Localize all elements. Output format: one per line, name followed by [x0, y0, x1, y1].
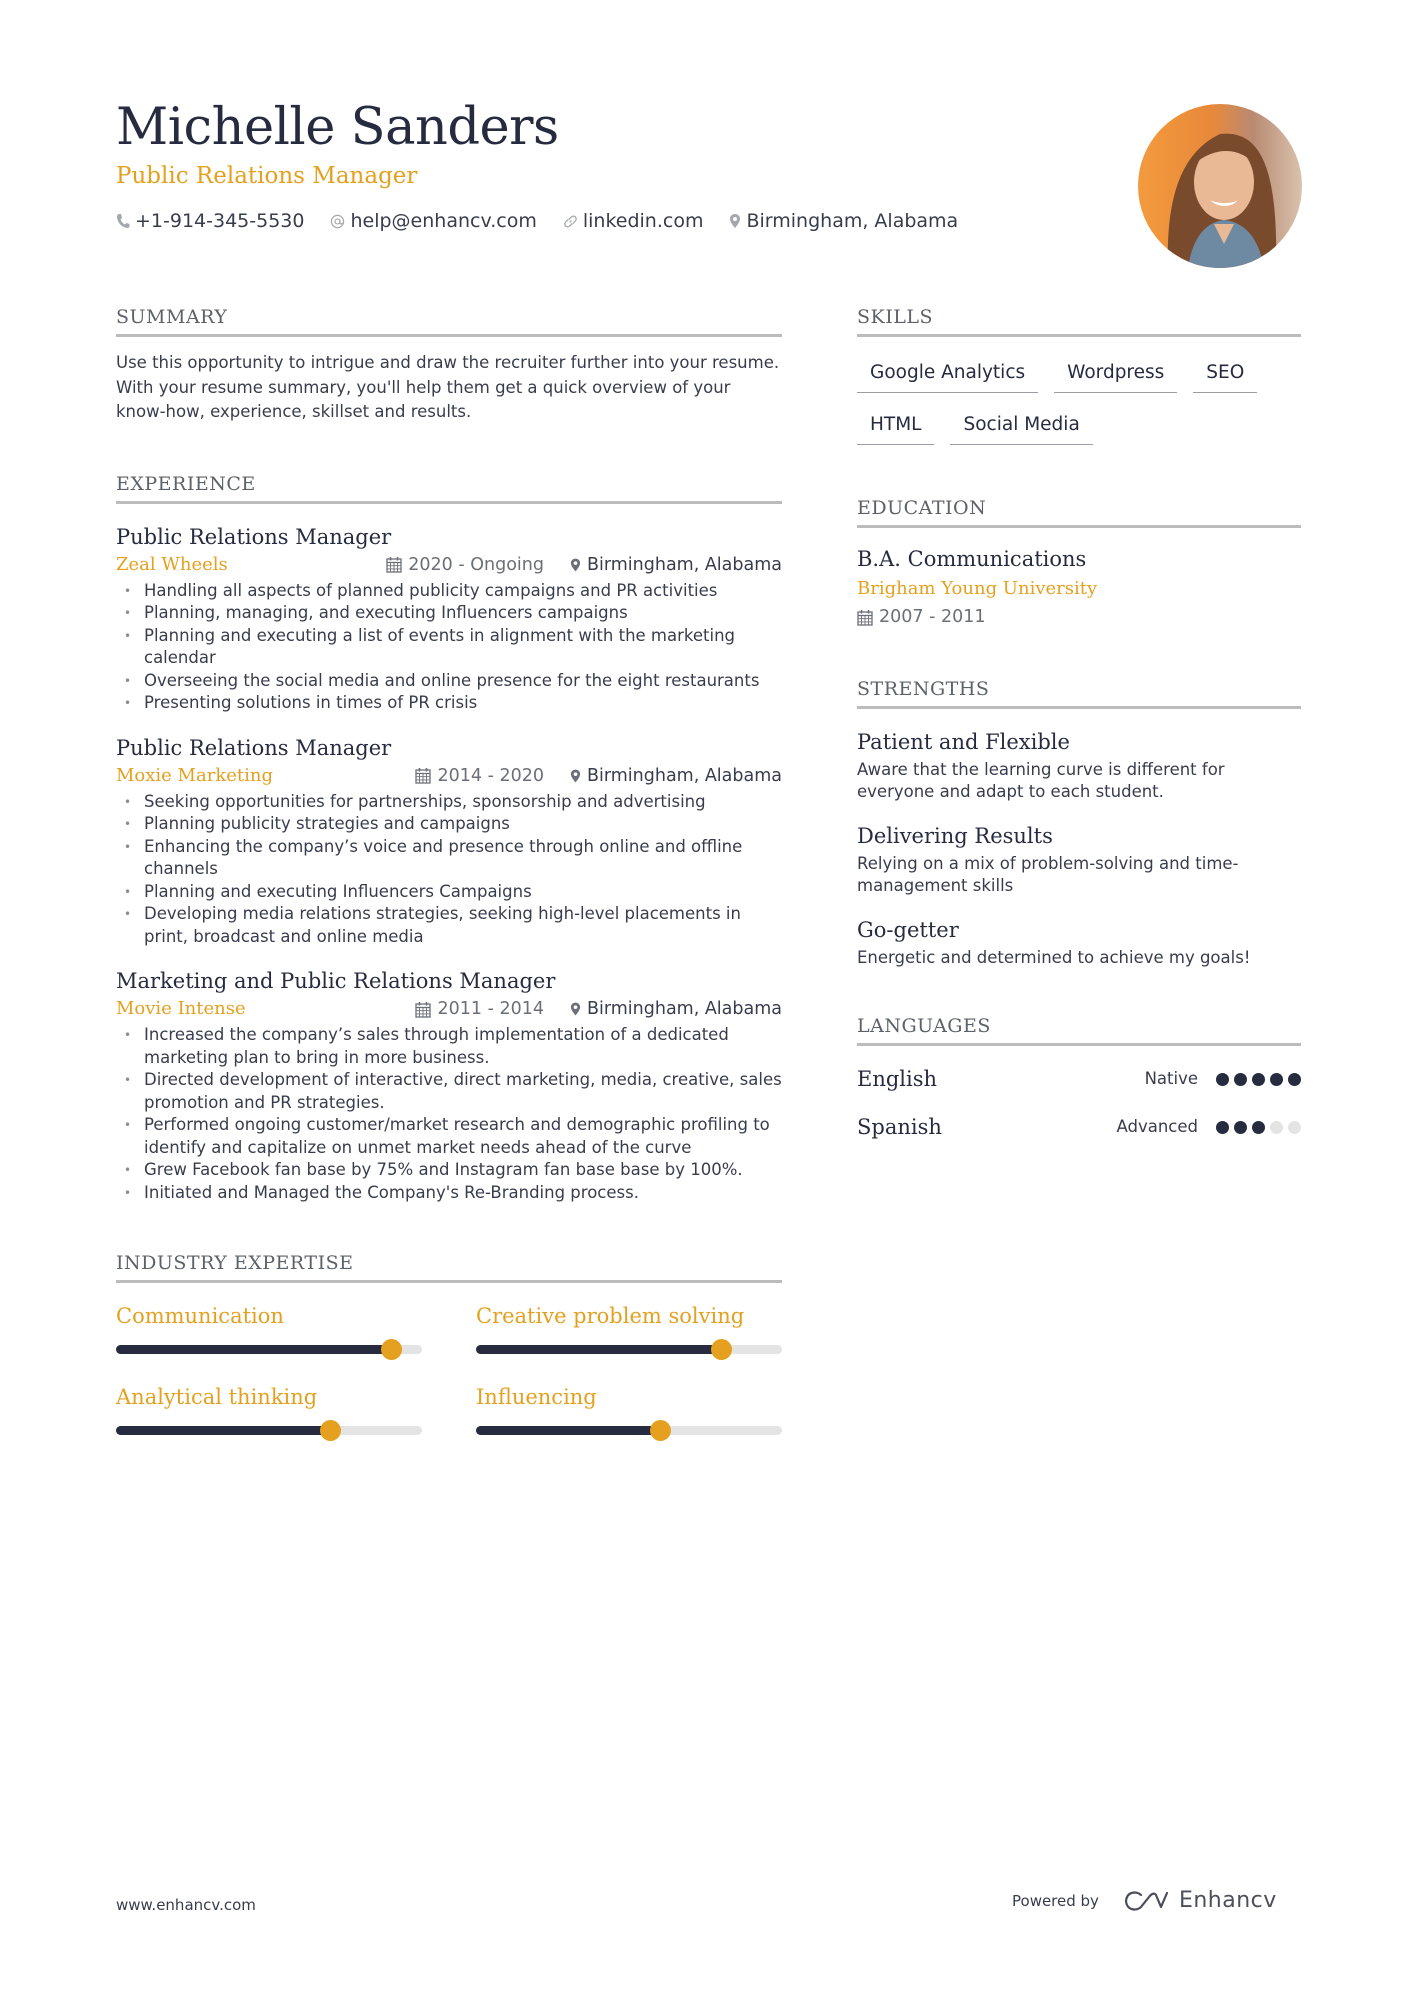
job-dates-text: 2014 - 2020: [437, 765, 544, 786]
skills-heading: SKILLS: [857, 304, 1301, 337]
calendar-icon: [415, 767, 431, 784]
slider-fill: [116, 1426, 330, 1435]
job-role: Public Relations Manager: [116, 735, 392, 760]
expertise-slider: [116, 1345, 422, 1354]
industry-expertise-heading: INDUSTRY EXPERTISE: [116, 1250, 782, 1283]
slider-knob: [650, 1420, 671, 1441]
dot-filled: [1252, 1073, 1265, 1086]
language-item: [857, 1064, 1301, 1094]
strength-title: Go-getter: [857, 918, 959, 942]
skill-tag: Wordpress: [1054, 361, 1177, 393]
contact-list: [116, 208, 1116, 234]
dot-filled: [1234, 1073, 1247, 1086]
expertise-item: [476, 1382, 782, 1435]
bullet: • Directed development of interactive, direct marketing, media, creative, sales promotion and PR strategies.: [116, 1069, 782, 1114]
bullet: • Enhancing the company’s voice and presence through online and offline channels: [116, 836, 782, 881]
job-bullets: [116, 1024, 782, 1204]
dot-filled: [1234, 1121, 1247, 1134]
slider-fill: [476, 1345, 721, 1354]
left-column: [116, 304, 782, 1435]
contact-linkedin[interactable]: [563, 208, 704, 234]
location-pin-icon: [729, 213, 741, 229]
contact-email[interactable]: [330, 208, 536, 234]
experience-heading: EXPERIENCE: [116, 471, 782, 504]
candidate-title: Public Relations Manager: [116, 163, 418, 189]
bullet: • Planning publicity strategies and campaigns: [116, 813, 782, 836]
skills-section: [857, 304, 1301, 445]
degree: B.A. Communications: [857, 547, 1087, 571]
dot-filled: [1270, 1073, 1283, 1086]
skills-list: [857, 361, 1301, 445]
bullet: • Grew Facebook fan base by 75% and Instagram fan base base by 100%.: [116, 1159, 782, 1182]
slider-fill: [476, 1426, 660, 1435]
experience-item: [116, 966, 782, 1204]
strength-item: [857, 727, 1301, 803]
footer-website-link[interactable]: www.enhancv.com: [116, 1896, 256, 1914]
job-dates: [415, 996, 544, 1022]
expertise-slider: [116, 1426, 422, 1435]
at-icon: [330, 214, 345, 229]
language-item: [857, 1112, 1301, 1142]
job-dates: [386, 552, 544, 578]
strength-description: Relying on a mix of problem-solving and time-management skills: [857, 854, 1239, 895]
job-dates-text: 2011 - 2014: [437, 999, 544, 1019]
proficiency-dots: [1216, 1073, 1301, 1086]
resume-header: [116, 96, 1116, 234]
phone-icon: [116, 213, 130, 229]
job-meta: [116, 763, 782, 789]
expertise-item: [116, 1382, 422, 1435]
language-level: Advanced: [1116, 1117, 1198, 1136]
expertise-item: [476, 1301, 782, 1354]
strengths-heading: STRENGTHS: [857, 676, 1301, 709]
skill-tag: Social Media: [950, 413, 1092, 445]
phone-text: +1-914-345-5530: [135, 210, 305, 232]
skill-tag: SEO: [1193, 361, 1257, 393]
expertise-item: [116, 1301, 422, 1354]
bullet: • Developing media relations strategies, seeking high-level placements in print, broadcast and online media: [116, 903, 782, 948]
bullet: • Planning and executing a list of events in alignment with the marketing calendar: [116, 625, 782, 670]
job-location: [570, 763, 782, 789]
languages-section: [857, 1013, 1301, 1142]
footer-branding: [1012, 1888, 1277, 1913]
job-dates: [415, 763, 544, 789]
right-column: [857, 304, 1301, 1142]
education-dates-text: 2007 - 2011: [879, 607, 986, 627]
language-name: Spanish: [857, 1115, 942, 1139]
profile-photo: [1138, 104, 1302, 268]
summary-text: Use this opportunity to intrigue and draw the recruiter further into your resume. With your resume summary, you'll help them get a quick overview of your know-how, experience, skillset and results.: [116, 353, 780, 421]
slider-knob: [320, 1420, 341, 1441]
strength-title: Patient and Flexible: [857, 730, 1070, 754]
company-name: Moxie Marketing: [116, 764, 273, 786]
calendar-icon: [386, 556, 402, 573]
brand-name: Enhancv: [1178, 1888, 1277, 1913]
job-role: Marketing and Public Relations Manager: [116, 969, 556, 993]
enhancv-logo-icon: [1123, 1889, 1169, 1913]
bullet: • Seeking opportunities for partnerships, sponsorship and advertising: [116, 791, 782, 814]
dot-filled: [1216, 1121, 1229, 1134]
proficiency-dots: [1216, 1121, 1301, 1134]
bullet: • Presenting solutions in times of PR crisis: [116, 692, 782, 715]
job-meta: [116, 552, 782, 578]
email-text: help@enhancv.com: [350, 210, 537, 232]
language-name: English: [857, 1067, 938, 1091]
strength-item: [857, 915, 1301, 969]
job-location-text: Birmingham, Alabama: [586, 999, 782, 1019]
job-location-text: Birmingham, Alabama: [586, 765, 782, 786]
job-bullets: [116, 580, 782, 715]
industry-expertise-section: [116, 1250, 782, 1435]
dot-empty: [1288, 1121, 1301, 1134]
bullet: • Increased the company’s sales through implementation of a dedicated marketing plan to bring in more business.: [116, 1024, 782, 1069]
strength-description: Energetic and determined to achieve my goals!: [857, 948, 1251, 967]
language-level: Native: [1144, 1069, 1198, 1088]
bullet: • Performed ongoing customer/market research and demographic profiling to identify and capitalize on unmet market needs ahead of the curve: [116, 1114, 782, 1159]
experience-section: [116, 471, 782, 1205]
location-pin-icon: [570, 768, 581, 784]
strength-description: Aware that the learning curve is different for everyone and adapt to each student.: [857, 760, 1225, 801]
location-text: Birmingham, Alabama: [746, 210, 959, 232]
linkedin-text: linkedin.com: [582, 210, 704, 232]
expertise-slider: [476, 1426, 782, 1435]
summary-heading: SUMMARY: [116, 304, 782, 337]
bullet: • Initiated and Managed the Company's Re-Branding process.: [116, 1182, 782, 1205]
powered-by-text: Powered by: [1012, 1891, 1099, 1910]
expertise-label: Creative problem solving: [476, 1304, 745, 1328]
calendar-icon: [415, 1001, 431, 1018]
languages-heading: LANGUAGES: [857, 1013, 1301, 1046]
education-section: [857, 495, 1301, 630]
candidate-name: Michelle Sanders: [116, 98, 559, 157]
expertise-slider: [476, 1345, 782, 1354]
experience-item: [116, 733, 782, 949]
dot-filled: [1252, 1121, 1265, 1134]
strength-title: Delivering Results: [857, 824, 1053, 848]
dot-filled: [1288, 1073, 1301, 1086]
slider-knob: [381, 1339, 402, 1360]
education-dates: [857, 604, 1301, 630]
strengths-section: [857, 676, 1301, 969]
slider-fill: [116, 1345, 391, 1354]
link-icon: [563, 214, 578, 229]
bullet: • Planning and executing Influencers Campaigns: [116, 881, 782, 904]
job-dates-text: 2020 - Ongoing: [408, 554, 544, 575]
job-location: [570, 996, 782, 1022]
expertise-label: Influencing: [476, 1385, 597, 1409]
summary-section: [116, 304, 782, 425]
skill-tag: HTML: [857, 413, 934, 445]
calendar-icon: [857, 609, 873, 626]
company-name: Zeal Wheels: [116, 553, 228, 575]
enhancv-logo[interactable]: [1123, 1888, 1277, 1913]
experience-item: [116, 522, 782, 715]
job-location: [570, 552, 782, 578]
dot-filled: [1216, 1073, 1229, 1086]
expertise-grid: [116, 1301, 782, 1435]
job-bullets: [116, 791, 782, 949]
job-location-text: Birmingham, Alabama: [586, 554, 782, 575]
dot-empty: [1270, 1121, 1283, 1134]
slider-knob: [711, 1339, 732, 1360]
skill-tag: Google Analytics: [857, 361, 1038, 393]
bullet: • Planning, managing, and executing Influencers campaigns: [116, 602, 782, 625]
bullet: • Handling all aspects of planned publicity campaigns and PR activities: [116, 580, 782, 603]
location-pin-icon: [570, 1001, 581, 1017]
contact-phone[interactable]: [116, 208, 304, 234]
job-role: Public Relations Manager: [116, 524, 392, 549]
school-name: Brigham Young University: [857, 578, 1098, 599]
location-pin-icon: [570, 557, 581, 573]
expertise-label: Analytical thinking: [116, 1385, 318, 1409]
strength-item: [857, 821, 1301, 897]
bullet: • Overseeing the social media and online presence for the eight restaurants: [116, 670, 782, 693]
education-heading: EDUCATION: [857, 495, 1301, 528]
job-meta: [116, 996, 782, 1022]
company-name: Movie Intense: [116, 998, 246, 1019]
expertise-label: Communication: [116, 1304, 284, 1328]
contact-location: [729, 208, 958, 234]
